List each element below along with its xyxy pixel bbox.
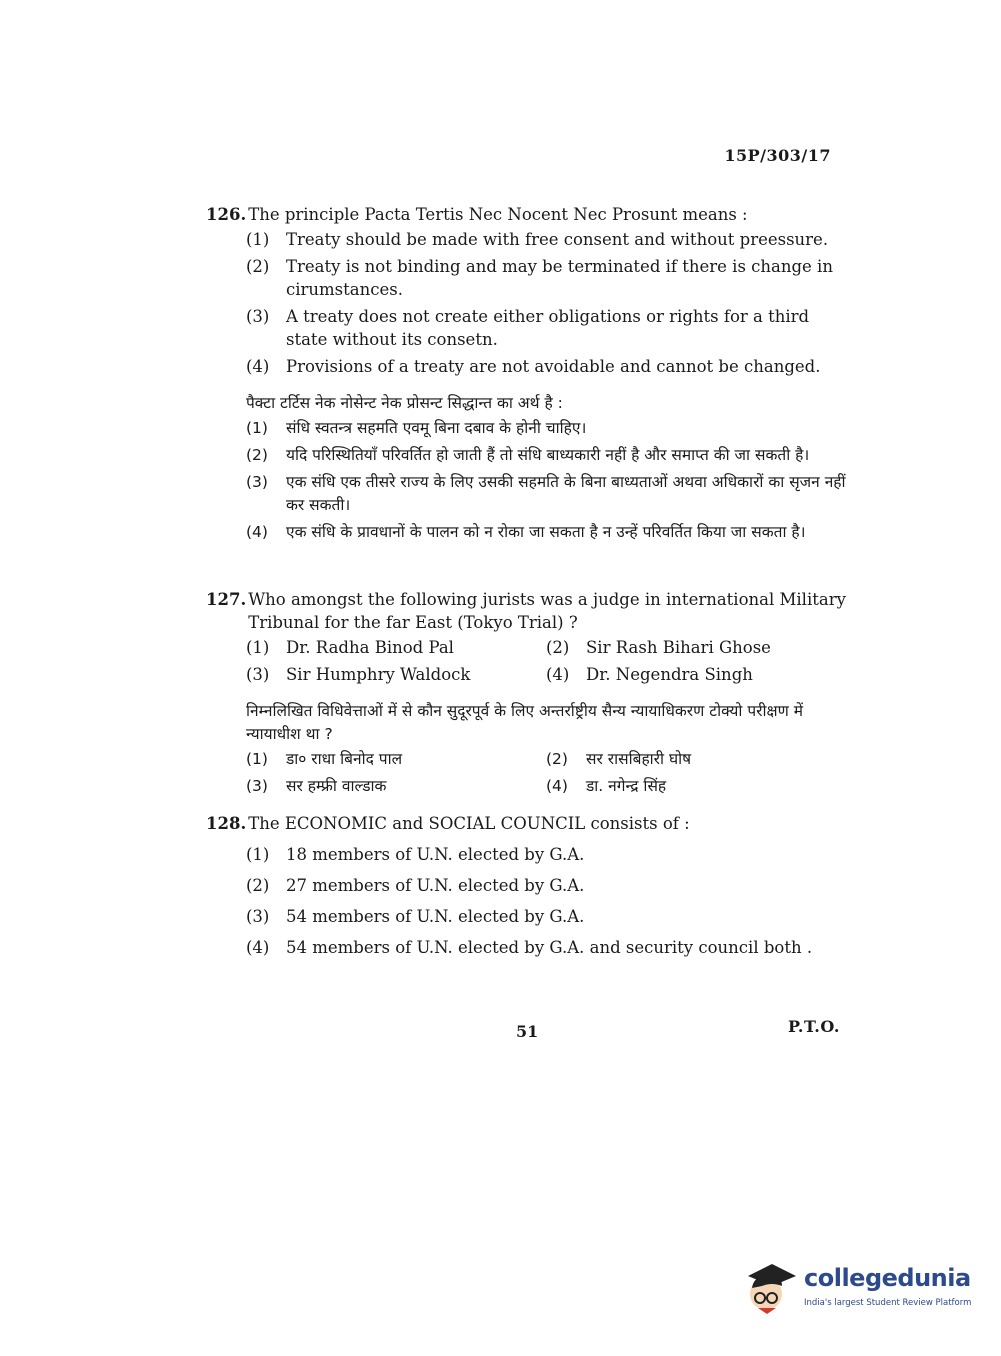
option-number: (1) <box>246 845 270 864</box>
option-text: 18 members of U.N. elected by G.A. <box>286 845 585 864</box>
option <box>546 775 846 798</box>
question-number: 127. <box>206 590 247 609</box>
option <box>246 843 846 866</box>
option <box>246 905 846 928</box>
option <box>246 355 846 378</box>
option-text: 27 members of U.N. elected by G.A. <box>286 876 585 895</box>
option <box>246 521 846 544</box>
option-text: Sir Rash Bihari Ghose <box>586 638 771 657</box>
option-text: 54 members of U.N. elected by G.A. and security council both . <box>286 938 813 957</box>
option-number: (2) <box>246 257 270 276</box>
option <box>546 636 846 659</box>
brand-name: collegedunia <box>804 1264 971 1292</box>
option-text: A treaty does not create either obligations or rights for a third state without its consetn. <box>286 307 810 349</box>
option-text: संधि स्वतन्त्र सहमति एवमू बिना दबाव के होनी चाहिए। <box>286 419 587 437</box>
paper-code: 15P/303/17 <box>724 146 831 165</box>
option <box>546 748 846 771</box>
question-text: The principle Pacta Tertis Nec Nocent Nec Prosunt means : <box>248 205 748 224</box>
option-text: एक संधि एक तीसरे राज्य के लिए उसकी सहमति के बिना बाध्यताओं अथवा अधिकारों का सृजन नहीं कर सकती। <box>286 473 846 514</box>
options-english <box>246 636 846 686</box>
option-text: 54 members of U.N. elected by G.A. <box>286 907 585 926</box>
hindi-question-text: पैक्टा टर्टिस नेक नोसेन्ट नेक प्रोसन्ट सिद्धान्त का अर्थ है : <box>246 394 563 412</box>
option-text: डा० राधा बिनोद पाल <box>286 750 403 768</box>
option <box>246 444 846 467</box>
hindi-block <box>206 392 846 544</box>
option <box>246 255 846 301</box>
hindi-question-text: निम्नलिखित विधिवेत्ताओं में से कौन सुदूरपूर्व के लिए अन्तर्राष्ट्रीय सैन्य न्यायाधिकरण टोक्यो परीक्षण में न्यायाधीश था ? <box>246 702 803 743</box>
hindi-block <box>206 700 846 798</box>
question-128 <box>206 812 846 967</box>
option <box>246 636 546 659</box>
option-number: (3) <box>246 665 270 684</box>
option-number: (4) <box>546 777 568 795</box>
option-text: Dr. Radha Binod Pal <box>286 638 454 657</box>
option <box>246 417 846 440</box>
option <box>246 305 846 351</box>
option-number: (1) <box>246 419 268 437</box>
option <box>246 471 846 517</box>
option <box>246 936 846 959</box>
option-number: (4) <box>246 357 270 376</box>
option-text: Treaty should be made with free consent and without preessure. <box>286 230 829 249</box>
option-text: सर हम्फ्री वाल्डाक <box>286 777 387 795</box>
options-hindi <box>246 417 846 544</box>
option-text: Treaty is not binding and may be terminated if there is change in cirumstances. <box>286 257 833 299</box>
option-number: (1) <box>246 638 270 657</box>
option-text: यदि परिस्थितियाँ परिवर्तित हो जाती हैं तो संधि बाध्यकारी नहीं है और समाप्त की जा सकती है। <box>286 446 810 464</box>
options-english <box>246 843 846 959</box>
option-number: (2) <box>246 446 268 464</box>
collegedunia-logo[interactable] <box>742 1258 972 1318</box>
option-number: (1) <box>246 750 268 768</box>
question-number: 126. <box>206 205 247 224</box>
options-hindi <box>246 748 846 798</box>
option-text: सर रासबिहारी घोष <box>586 750 692 768</box>
question-number: 128. <box>206 814 247 833</box>
options-english <box>246 228 846 378</box>
option-number: (4) <box>246 523 268 541</box>
option-text: Provisions of a treaty are not avoidable and cannot be changed. <box>286 357 821 376</box>
option-number: (4) <box>546 665 570 684</box>
option <box>246 874 846 897</box>
brand-tagline: India's largest Student Review Platform <box>804 1298 972 1308</box>
option-text: Dr. Negendra Singh <box>586 665 753 684</box>
option-text: डा. नगेन्द्र सिंह <box>586 777 667 795</box>
option-text: Sir Humphry Waldock <box>286 665 471 684</box>
option <box>246 663 546 686</box>
graduate-mascot-icon <box>742 1258 800 1316</box>
option-number: (3) <box>246 307 270 326</box>
option-number: (2) <box>546 750 568 768</box>
option-number: (3) <box>246 907 270 926</box>
option <box>246 775 546 798</box>
option-number: (2) <box>546 638 570 657</box>
option-number: (2) <box>246 876 270 895</box>
option-number: (3) <box>246 777 268 795</box>
question-text: The ECONOMIC and SOCIAL COUNCIL consists of : <box>248 814 690 833</box>
option-text: एक संधि के प्रावधानों के पालन को न रोका जा सकता है न उन्हें परिवर्तित किया जा सकता है। <box>286 523 806 541</box>
option <box>546 663 846 686</box>
question-text: Who amongst the following jurists was a judge in international Military Tribunal for the far East (Tokyo Trial) ? <box>248 590 846 632</box>
question-126 <box>206 203 846 548</box>
option <box>246 748 546 771</box>
page-number: 51 <box>516 1022 539 1041</box>
option-number: (4) <box>246 938 270 957</box>
option <box>246 228 846 251</box>
please-turn-over: P.T.O. <box>788 1017 840 1036</box>
option-number: (3) <box>246 473 268 491</box>
question-127 <box>206 588 846 798</box>
option-number: (1) <box>246 230 270 249</box>
